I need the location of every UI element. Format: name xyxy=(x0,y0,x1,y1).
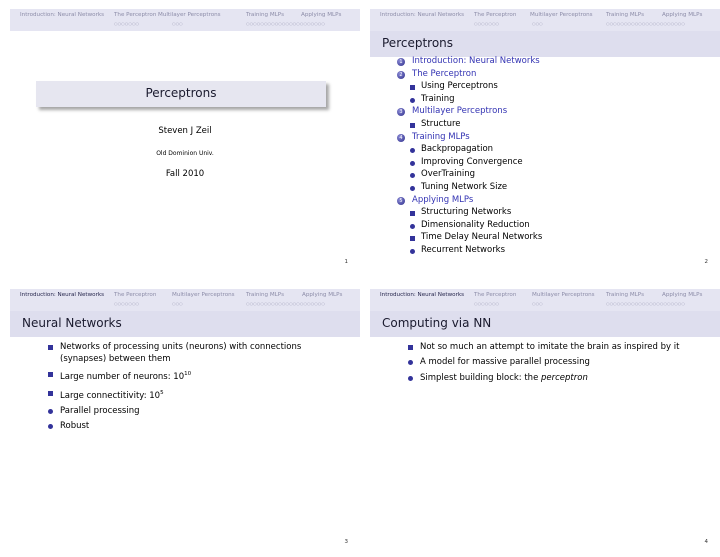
section-number-icon: 3 xyxy=(397,108,405,116)
nav-item-perceptron[interactable]: The Perceptron xyxy=(114,292,157,298)
toc-subsection[interactable]: Training xyxy=(397,94,542,107)
nav-item-multilayer[interactable]: Multilayer Perceptrons xyxy=(158,12,221,18)
list-item: A model for massive parallel processing xyxy=(394,356,679,368)
date: Fall 2010 xyxy=(165,169,205,179)
title-box xyxy=(36,81,326,107)
round-bullet-icon xyxy=(410,224,415,229)
frame-title-text: Neural Networks xyxy=(22,316,122,330)
toc-subsection[interactable]: Dimensionality Reduction xyxy=(397,220,542,233)
round-bullet-icon xyxy=(410,98,415,103)
nav-dots[interactable]: ○○○○○○○○○○○○○○○○○○○○○○ xyxy=(606,21,685,26)
nav-item-training[interactable]: Training MLPs xyxy=(246,12,284,18)
frame-title-text: Perceptrons xyxy=(382,36,454,50)
nav-item-applying[interactable]: Applying MLPs xyxy=(662,292,703,298)
frame-title xyxy=(10,311,360,337)
nav-item-intro[interactable]: Introduction: Neural Networks xyxy=(380,292,465,298)
nav-item-multilayer[interactable]: Multilayer Perceptrons xyxy=(530,12,593,18)
frame-title-text: Computing via NN xyxy=(382,316,492,330)
square-bullet-icon xyxy=(410,236,415,241)
nav-bar xyxy=(10,289,360,311)
page-number: 3 xyxy=(344,539,348,545)
square-bullet-icon xyxy=(410,123,415,128)
nav-item-perceptron[interactable]: The Perceptron xyxy=(114,12,157,18)
nav-bar xyxy=(370,289,720,311)
institution: Old Dominion Univ. xyxy=(156,150,214,157)
round-bullet-icon xyxy=(410,249,415,254)
square-bullet-icon xyxy=(408,345,413,350)
bullet-list xyxy=(394,341,679,387)
author: Steven J Zeil xyxy=(158,126,212,136)
frame-title xyxy=(370,311,720,337)
round-bullet-icon xyxy=(410,173,415,178)
list-item: Large connectitivity: $10^5$ xyxy=(34,387,301,402)
square-bullet-icon xyxy=(410,211,415,216)
toc-section[interactable]: 3 Multilayer Perceptrons xyxy=(397,106,542,119)
toc-subsection[interactable]: Improving Convergence xyxy=(397,157,542,170)
toc-section[interactable]: 1 Introduction: Neural Networks xyxy=(397,56,542,69)
toc-section[interactable]: 5 Applying MLPs xyxy=(397,195,542,208)
toc-subsection[interactable]: Structuring Networks xyxy=(397,207,542,220)
nav-item-intro[interactable]: Introduction: Neural Networks xyxy=(380,12,465,18)
square-bullet-icon xyxy=(48,391,53,396)
round-bullet-icon xyxy=(410,186,415,191)
nav-item-perceptron[interactable]: The Perceptron xyxy=(474,292,517,298)
slide-computing-via-nn xyxy=(370,289,720,549)
nav-dots[interactable]: ○○○○○○○ xyxy=(114,301,140,306)
nav-dots[interactable]: ○○○ xyxy=(172,301,183,306)
nav-item-training[interactable]: Training MLPs xyxy=(606,12,644,18)
toc-subsection[interactable]: Structure xyxy=(397,119,542,132)
round-bullet-icon xyxy=(408,360,413,365)
list-item: Large number of neurons: $10^{10}$ xyxy=(34,368,301,383)
nav-item-intro[interactable]: Introduction: Neural Networks xyxy=(20,12,105,18)
list-item: Networks of processing units (neurons) with connections (synapses) between them xyxy=(34,341,301,365)
toc-subsection[interactable]: Backpropagation xyxy=(397,144,542,157)
square-bullet-icon xyxy=(48,372,53,377)
nav-item-applying[interactable]: Applying MLPs xyxy=(662,12,703,18)
nav-dots[interactable]: ○○○ xyxy=(172,21,183,26)
page-number: 1 xyxy=(344,259,348,265)
round-bullet-icon xyxy=(48,409,53,414)
toc-subsection[interactable]: Using Perceptrons xyxy=(397,81,542,94)
round-bullet-icon xyxy=(410,148,415,153)
slide-title xyxy=(10,9,360,269)
nav-bar xyxy=(10,9,360,31)
section-number-icon: 4 xyxy=(397,134,405,142)
nav-dots[interactable]: ○○○○○○○ xyxy=(114,21,140,26)
square-bullet-icon xyxy=(48,345,53,350)
toc-section[interactable]: 4 Training MLPs xyxy=(397,132,542,145)
page-number: 2 xyxy=(704,259,708,265)
slide-neural-networks xyxy=(10,289,360,549)
list-item: Simplest building block: the perceptron xyxy=(394,372,679,384)
nav-item-applying[interactable]: Applying MLPs xyxy=(302,292,343,298)
section-number-icon: 2 xyxy=(397,71,405,79)
list-item: Not so much an attempt to imitate the brain as inspired by it xyxy=(394,341,679,353)
round-bullet-icon xyxy=(408,376,413,381)
nav-dots[interactable]: ○○○○○○○○○○○○○○○○○○○○○○ xyxy=(246,21,325,26)
round-bullet-icon xyxy=(48,424,53,429)
nav-item-training[interactable]: Training MLPs xyxy=(606,292,644,298)
nav-item-multilayer[interactable]: Multilayer Perceptrons xyxy=(172,292,235,298)
table-of-contents xyxy=(397,56,542,258)
toc-subsection[interactable]: OverTraining xyxy=(397,169,542,182)
nav-bar xyxy=(370,9,720,31)
list-item: Parallel processing xyxy=(34,405,301,417)
nav-dots[interactable]: ○○○ xyxy=(532,301,543,306)
nav-dots[interactable]: ○○○ xyxy=(532,21,543,26)
bullet-list xyxy=(34,341,301,436)
toc-subsection[interactable]: Tuning Network Size xyxy=(397,182,542,195)
toc-subsection[interactable]: Recurrent Networks xyxy=(397,245,542,258)
section-number-icon: 5 xyxy=(397,197,405,205)
section-number-icon: 1 xyxy=(397,58,405,66)
page-number: 4 xyxy=(704,539,708,545)
nav-dots[interactable]: ○○○○○○○ xyxy=(474,21,500,26)
nav-dots[interactable]: ○○○○○○○○○○○○○○○○○○○○○○ xyxy=(246,301,325,306)
nav-item-multilayer[interactable]: Multilayer Perceptrons xyxy=(532,292,595,298)
nav-dots[interactable]: ○○○○○○○ xyxy=(474,301,500,306)
square-bullet-icon xyxy=(410,85,415,90)
nav-item-training[interactable]: Training MLPs xyxy=(246,292,284,298)
list-item: Robust xyxy=(34,420,301,432)
nav-item-perceptron[interactable]: The Perceptron xyxy=(474,12,517,18)
slide-outline xyxy=(370,9,720,269)
presentation-title: Perceptrons xyxy=(145,86,217,100)
nav-item-applying[interactable]: Applying MLPs xyxy=(301,12,342,18)
round-bullet-icon xyxy=(410,161,415,166)
toc-subsection[interactable]: Time Delay Neural Networks xyxy=(397,232,542,245)
toc-section[interactable]: 2 The Perceptron xyxy=(397,69,542,82)
nav-item-intro[interactable]: Introduction: Neural Networks xyxy=(20,292,105,298)
nav-dots[interactable]: ○○○○○○○○○○○○○○○○○○○○○○ xyxy=(606,301,685,306)
frame-title xyxy=(370,31,720,57)
